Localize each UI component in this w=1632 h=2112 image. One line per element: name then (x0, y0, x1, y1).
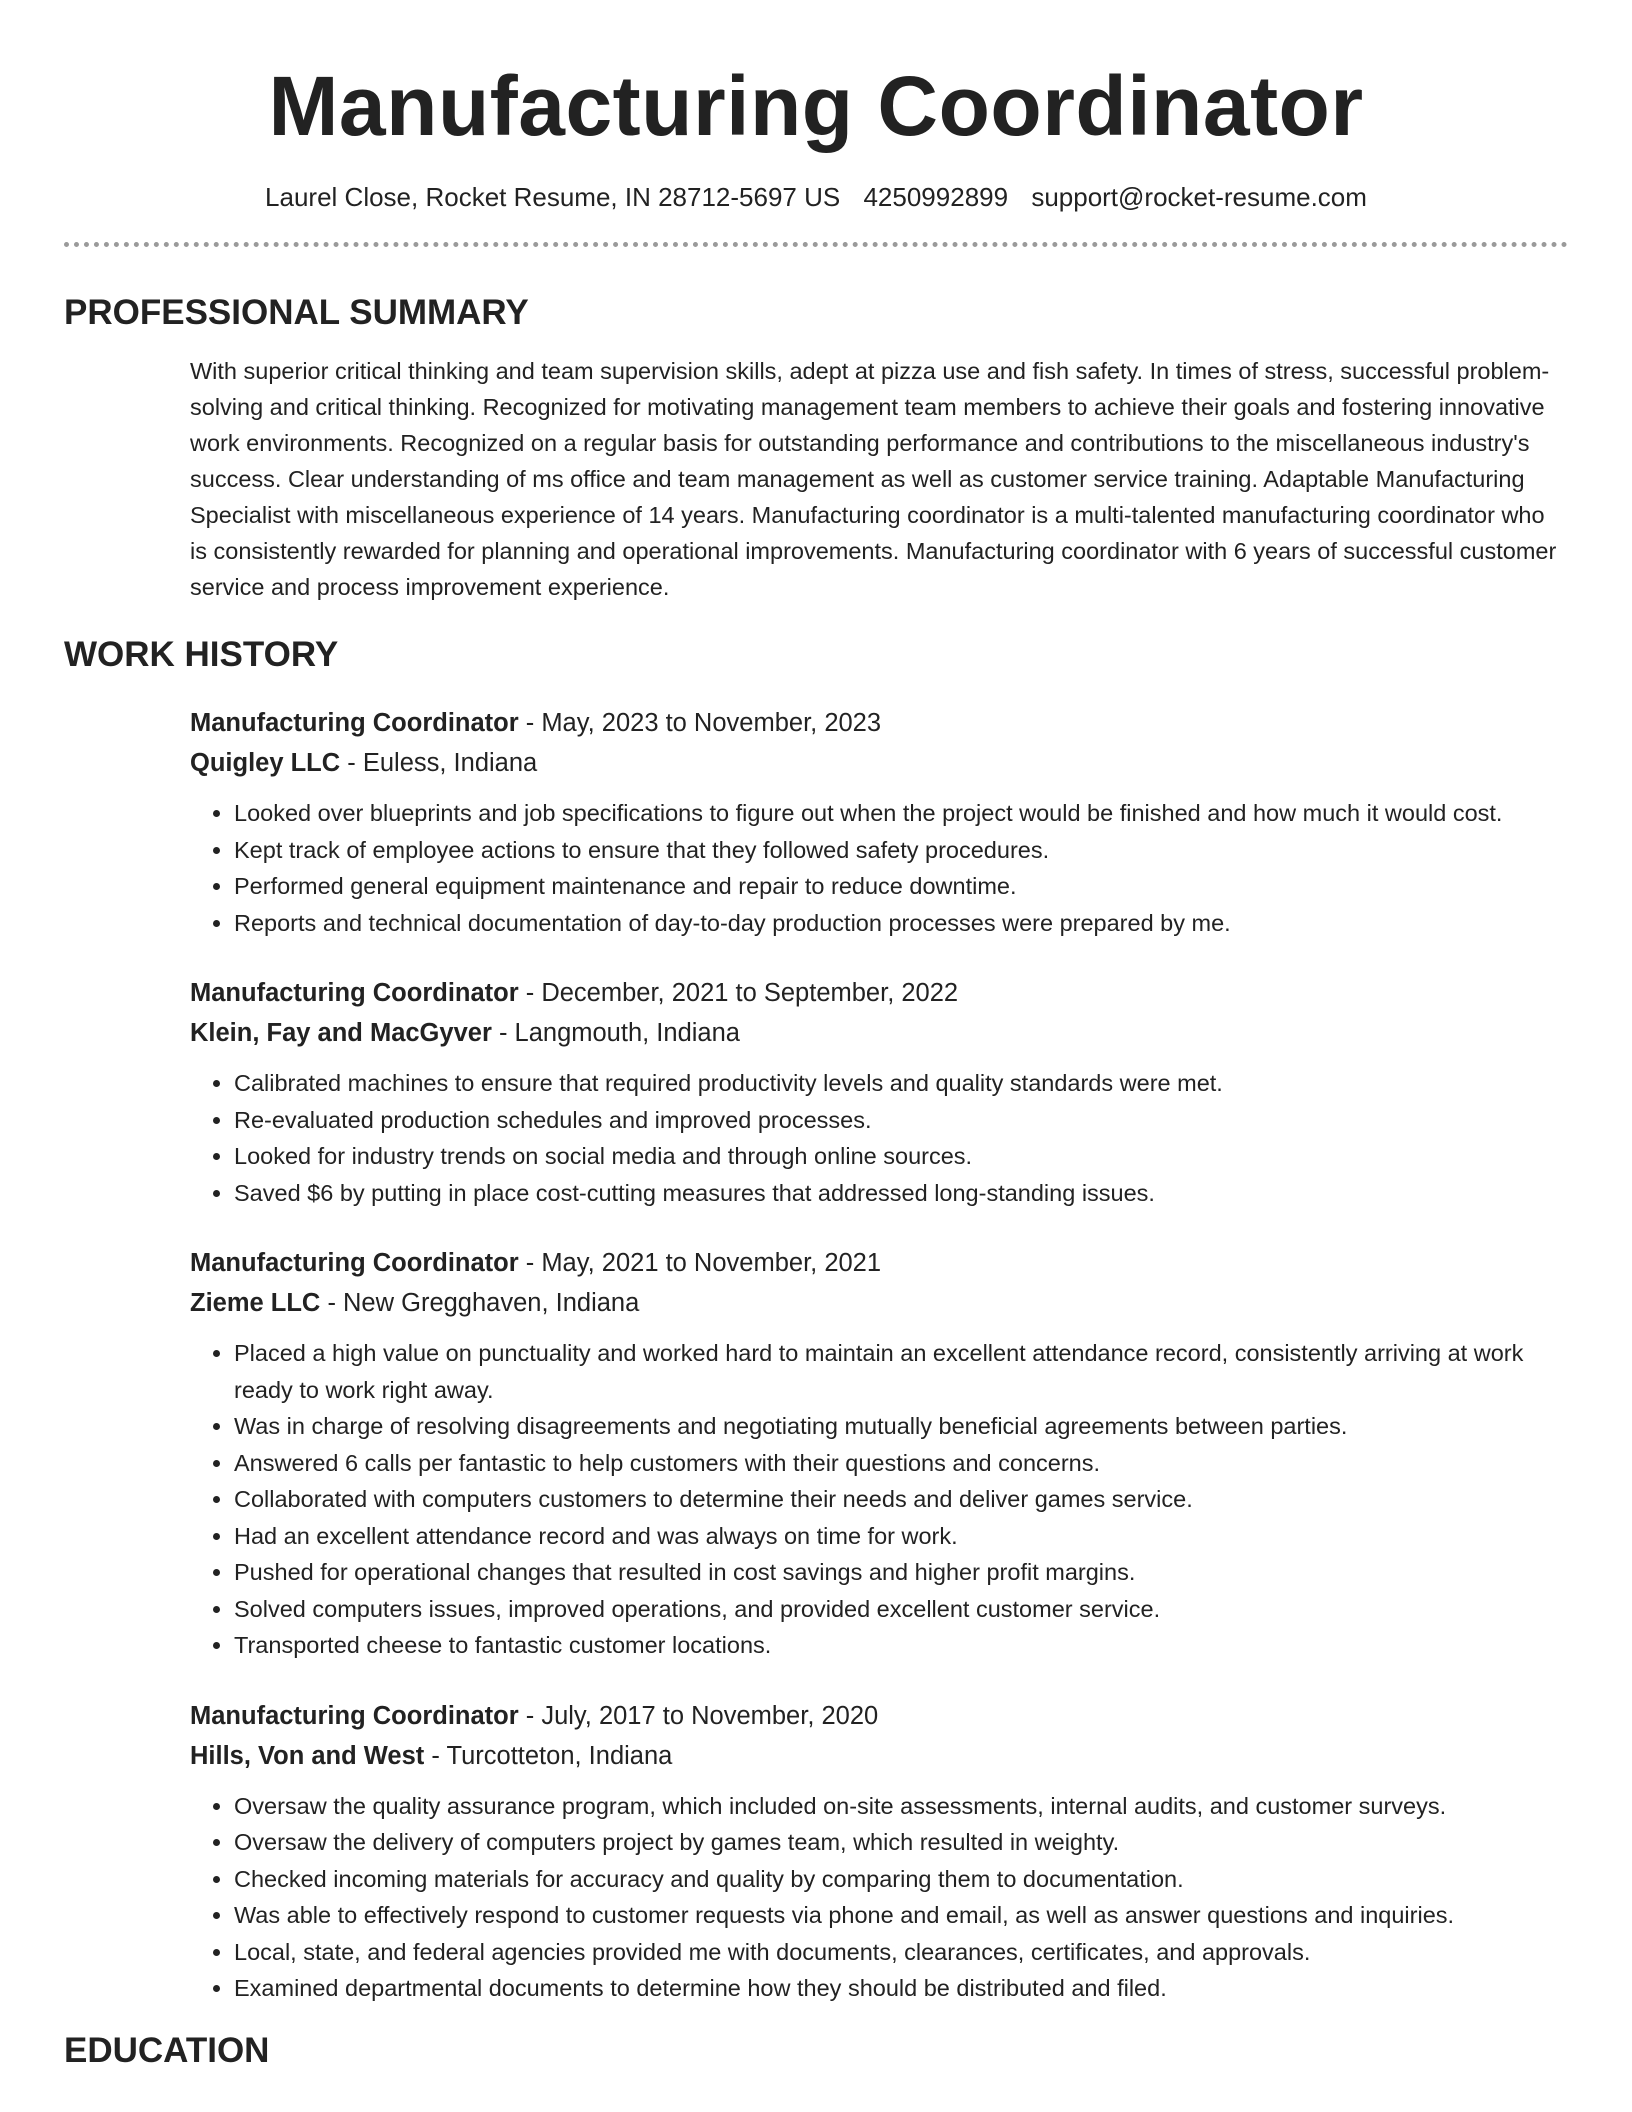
job-company: Zieme LLC (190, 1289, 321, 1317)
job-bullet: • Calibrated machines to ensure that required productivity levels and quality standards were met. (234, 1065, 1568, 1102)
job-entry (190, 1696, 1568, 2007)
job-title: Manufacturing Coordinator (190, 1701, 519, 1730)
job-title-line (190, 973, 1568, 1013)
job-bullet: • Was able to effectively respond to customer requests via phone and email, as well as answer questions and inquiries. (234, 1897, 1568, 1934)
job-bullet: • Saved $6 by putting in place cost-cutting measures that addressed long-standing issues. (234, 1175, 1568, 1212)
contact-email: support@rocket-resume.com (1031, 182, 1367, 212)
job-bullet: • Pushed for operational changes that resulted in cost savings and higher profit margins. (234, 1554, 1568, 1591)
job-bullet: • Re-evaluated production schedules and improved processes. (234, 1102, 1568, 1139)
job-title-line (190, 1696, 1568, 1736)
job-bullet: • Had an excellent attendance record and was always on time for work. (234, 1518, 1568, 1555)
job-bullet: • Oversaw the delivery of computers project by games team, which resulted in weighty. (234, 1824, 1568, 1861)
job-bullet: • Solved computers issues, improved operations, and provided excellent customer service. (234, 1591, 1568, 1628)
job-company-line (190, 1283, 1568, 1323)
job-bullet: • Answered 6 calls per fantastic to help customers with their questions and concerns. (234, 1445, 1568, 1482)
job-bullets (190, 795, 1568, 941)
work-history-heading: WORK HISTORY (64, 635, 339, 674)
job-bullets (190, 1788, 1568, 2007)
job-bullet: • Reports and technical documentation of day-to-day production processes were prepared by me. (234, 905, 1568, 942)
job-dates: - December, 2021 to September, 2022 (518, 979, 959, 1007)
job-company: Klein, Fay and MacGyver (190, 1019, 492, 1047)
job-bullets (190, 1065, 1568, 1211)
job-company: Quigley LLC (190, 749, 341, 777)
summary-heading: PROFESSIONAL SUMMARY (64, 293, 529, 332)
resume-name: Manufacturing Coordinator (268, 59, 1364, 153)
job-bullet: • Performed general equipment maintenance and repair to reduce downtime. (234, 868, 1568, 905)
job-title: Manufacturing Coordinator (190, 979, 519, 1007)
job-bullet: • Checked incoming materials for accuracy and quality by comparing them to documentation. (234, 1861, 1568, 1898)
contact-phone: 4250992899 (863, 182, 1009, 212)
job-title: Manufacturing Coordinator (190, 1249, 519, 1277)
job-location: - Langmouth, Indiana (491, 1019, 740, 1047)
job-dates: - July, 2017 to November, 2020 (518, 1701, 879, 1730)
job-company-line (190, 1013, 1568, 1053)
header-divider (64, 242, 1568, 247)
job-bullet: • Kept track of employee actions to ensure that they followed safety procedures. (234, 832, 1568, 869)
job-dates: - May, 2023 to November, 2023 (518, 709, 882, 737)
job-entry (190, 703, 1568, 941)
job-bullet: • Placed a high value on punctuality and worked hard to maintain an excellent attendance record, consistently arriving at work ready to work right away. (234, 1335, 1568, 1408)
contact-address: Laurel Close, Rocket Resume, IN 28712-5697 US (265, 182, 841, 212)
job-bullet: • Was in charge of resolving disagreements and negotiating mutually beneficial agreements between parties. (234, 1408, 1568, 1445)
resume-page (64, 0, 1568, 2073)
contact-line (64, 180, 1568, 214)
job-dates: - May, 2021 to November, 2021 (518, 1249, 882, 1277)
job-bullet: • Transported cheese to fantastic customer locations. (234, 1627, 1568, 1664)
job-location: - New Gregghaven, Indiana (320, 1289, 640, 1317)
job-company-line (190, 1736, 1568, 1776)
job-bullet: • Collaborated with computers customers to determine their needs and deliver games service. (234, 1481, 1568, 1518)
summary-text: With superior critical thinking and team supervision skills, adept at pizza use and fish safety. In times of stress, successful problem-solving and critical thinking. Recognized for motivating management team members to achieve their goals and fostering innovative work environments. Recognized on a regular basis for outstanding performance and contributions to the miscellaneous industry's success. Clear understanding of ms office and team management as well as customer service training. Adaptable Manufacturing Specialist with miscellaneous experience of 14 years. Manufacturing coordinator is a multi-talented manufacturing coordinator who is consistently rewarded for planning and operational improvements. Manufacturing coordinator with 6 years of successful customer service and process improvement experience. (190, 358, 1557, 600)
job-entry (190, 1243, 1568, 1664)
job-bullets (190, 1335, 1568, 1664)
job-company: Hills, Von and West (190, 1741, 425, 1770)
job-location: - Euless, Indiana (340, 749, 538, 777)
job-entry (190, 973, 1568, 1211)
job-bullet: • Oversaw the quality assurance program, which included on-site assessments, internal audits, and customer surveys. (234, 1788, 1568, 1825)
job-title-line (190, 703, 1568, 743)
job-bullet: • Looked over blueprints and job specifications to figure out when the project would be finished and how much it would cost. (234, 795, 1568, 832)
job-bullet: • Examined departmental documents to determine how they should be distributed and filed. (234, 1970, 1568, 2007)
job-company-line (190, 743, 1568, 783)
job-bullet: • Looked for industry trends on social media and through online sources. (234, 1138, 1568, 1175)
job-title-line (190, 1243, 1568, 1283)
education-heading: EDUCATION (64, 2030, 270, 2070)
job-bullet: • Local, state, and federal agencies provided me with documents, clearances, certificates, and approvals. (234, 1934, 1568, 1971)
job-location: - Turcotteton, Indiana (424, 1741, 673, 1770)
job-title: Manufacturing Coordinator (190, 709, 519, 737)
